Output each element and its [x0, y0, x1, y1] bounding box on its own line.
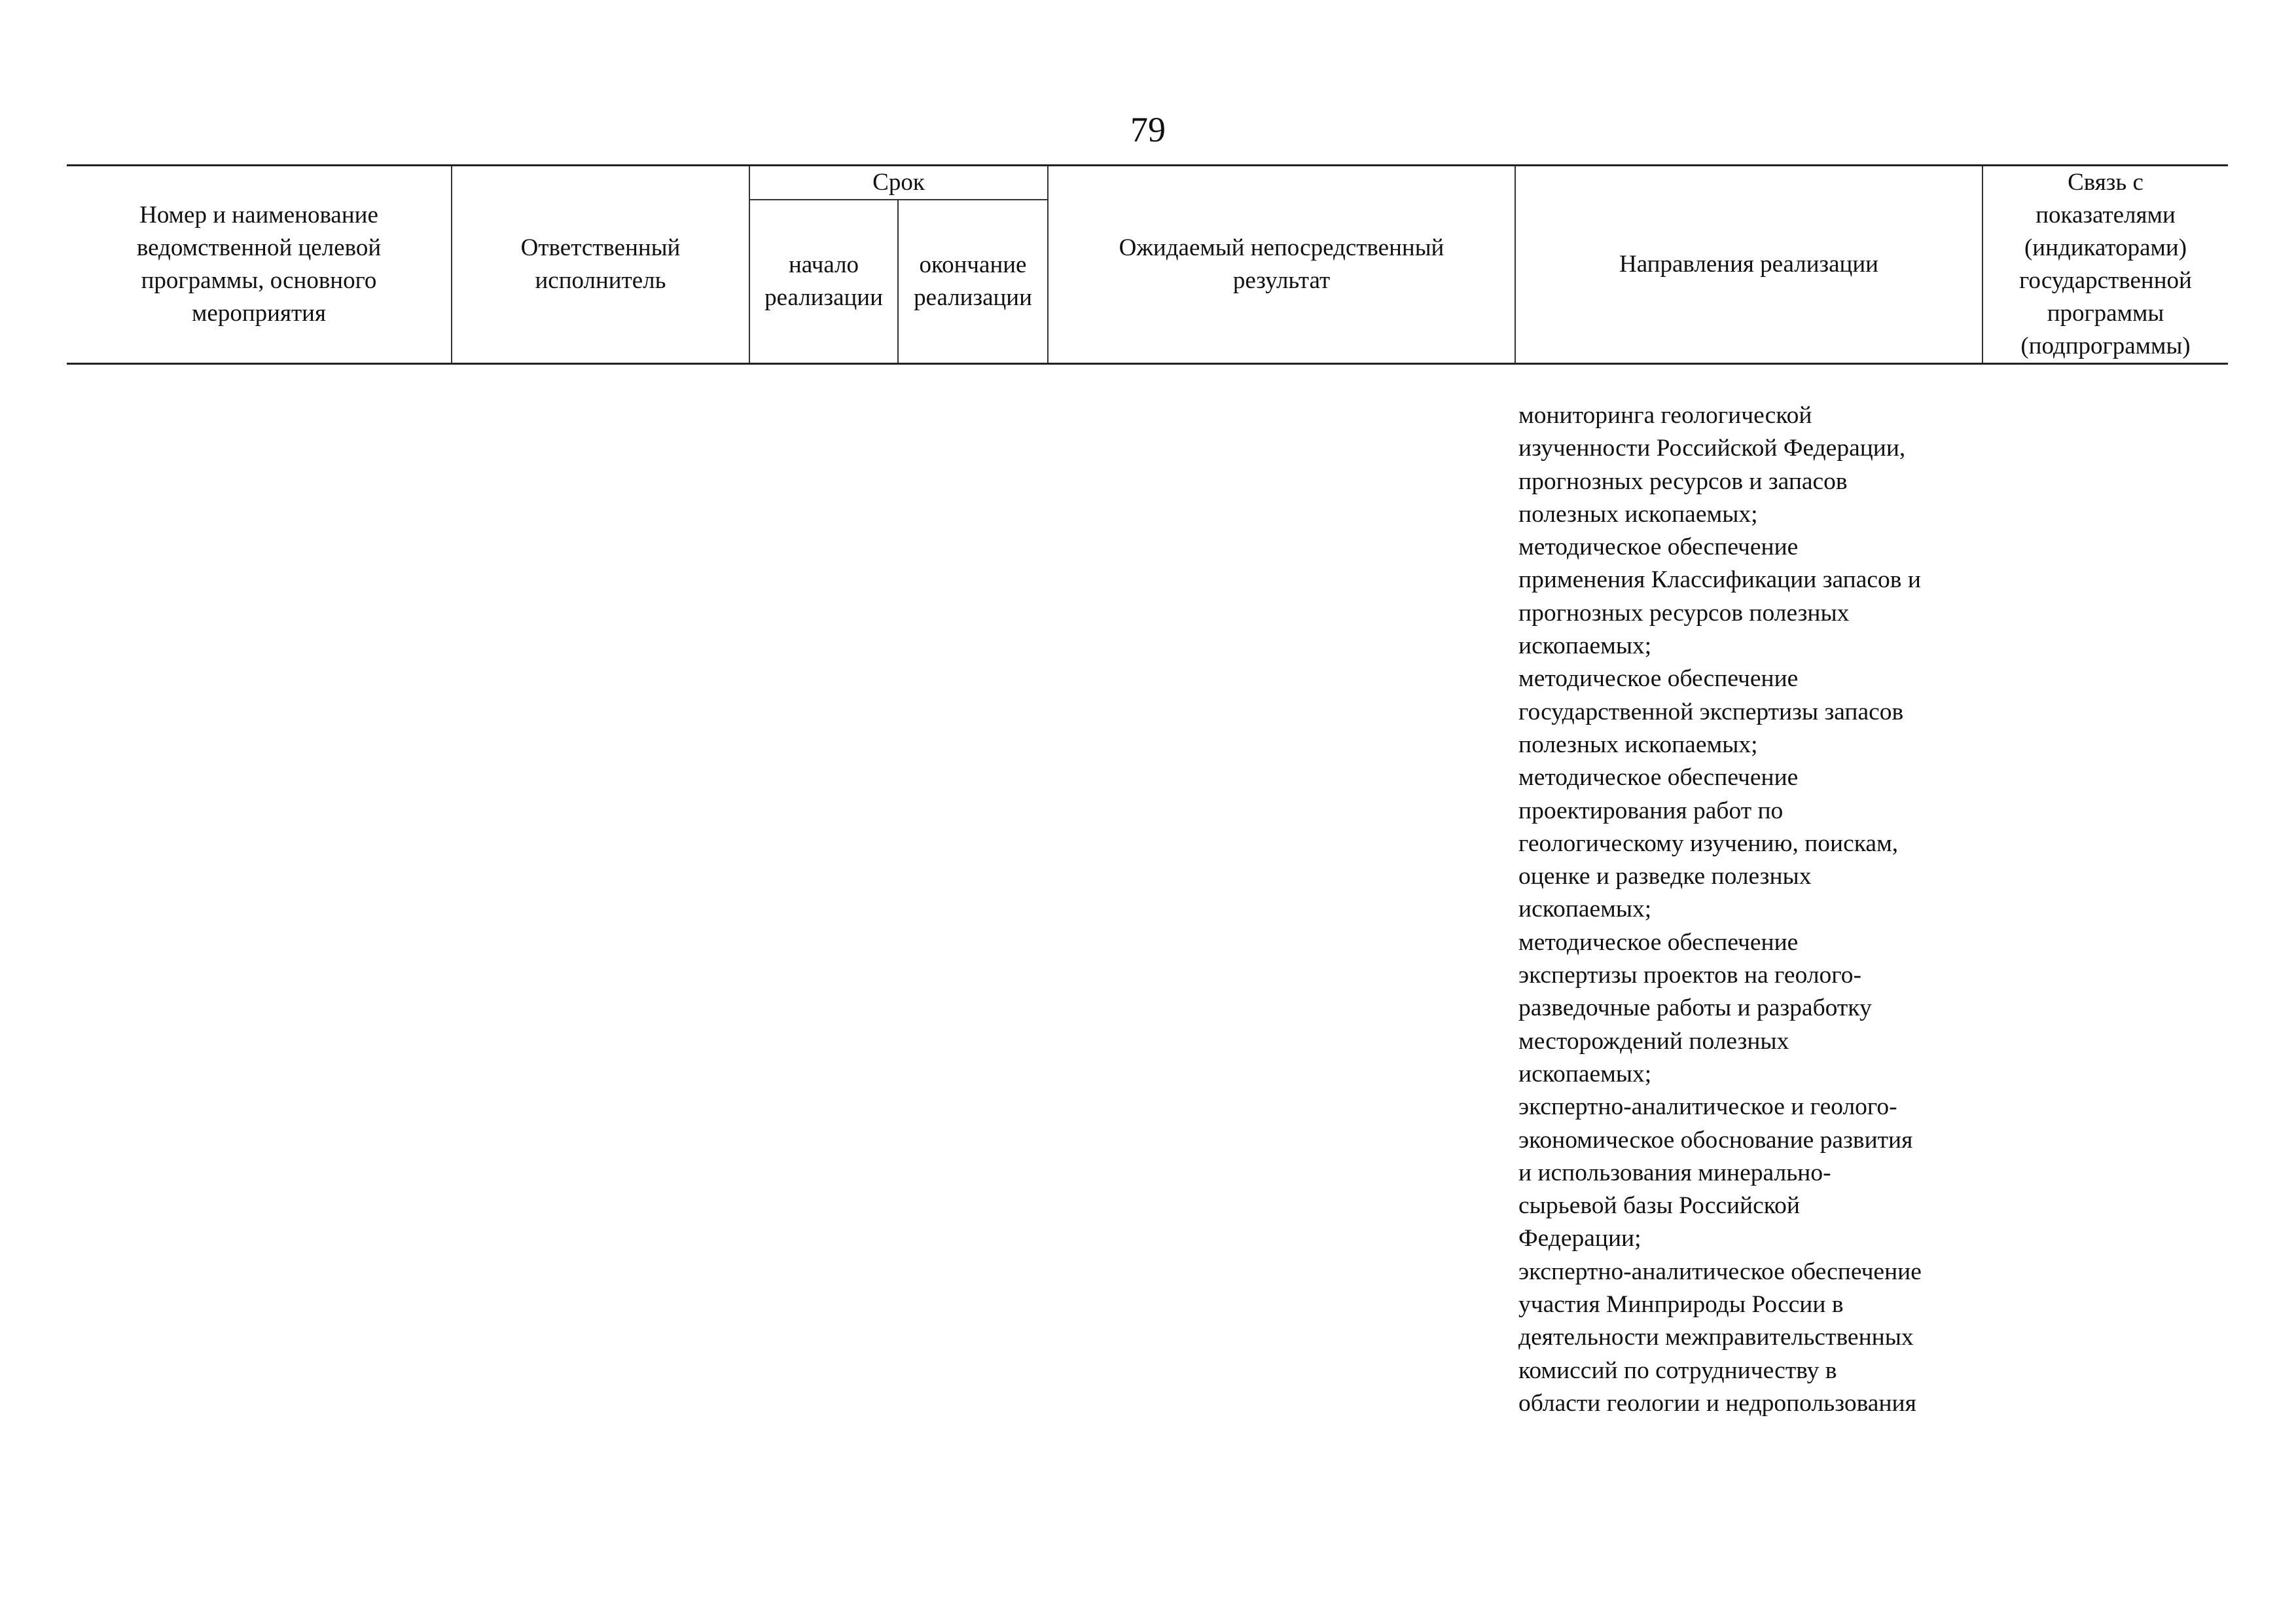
header-responsible-executor: [452, 166, 749, 364]
header-line: государственной: [2019, 267, 2192, 294]
directions-line: оценке и разведке полезных: [1518, 863, 1812, 890]
header-line: (подпрограммы): [2020, 333, 2191, 359]
directions-text: [1518, 399, 1990, 1420]
directions-line: участия Минприроды России в: [1518, 1291, 1844, 1319]
header-line: мероприятия: [192, 300, 326, 327]
header-expected-result: [1048, 166, 1515, 364]
header-end: [898, 200, 1048, 364]
directions-line: ископаемых;: [1518, 1060, 1652, 1087]
directions-line: разведочные работы и разработку: [1518, 994, 1872, 1022]
directions-line: применения Классификации запасов и: [1518, 566, 1921, 594]
directions-line: экспертно-аналитическое обеспечение: [1518, 1258, 1922, 1285]
page-number: 79: [1130, 110, 1166, 149]
header-start: [749, 200, 898, 364]
header-line: окончание: [919, 251, 1027, 278]
directions-line: ископаемых;: [1518, 632, 1652, 660]
directions-line: изученности Российской Федерации,: [1518, 435, 1906, 462]
directions-line: экспертно-аналитическое и геолого-: [1518, 1093, 1897, 1121]
directions-line: полезных ископаемых;: [1518, 500, 1758, 528]
directions-line: государственной экспертизы запасов: [1518, 698, 1904, 725]
header-line: начало: [788, 251, 859, 278]
header-line: Номер и наименование: [139, 202, 378, 228]
header-line: программы: [2047, 300, 2164, 327]
header-indicators-link: [1982, 166, 2228, 364]
directions-line: и использования минерально-: [1518, 1159, 1831, 1186]
header-line: (индикаторами): [2024, 234, 2187, 261]
directions-line: комиссий по сотрудничеству в: [1518, 1357, 1837, 1384]
header-line: программы, основного: [141, 267, 377, 294]
directions-line: методическое обеспечение: [1518, 665, 1799, 693]
table-header: [67, 164, 2228, 365]
header-line: Ожидаемый непосредственный: [1119, 234, 1444, 261]
header-line: реализации: [914, 284, 1032, 311]
header-term: [749, 166, 1048, 200]
header-line: Связь с: [2068, 169, 2144, 196]
directions-line: проектирования работ по: [1518, 797, 1784, 824]
directions-line: прогнозных ресурсов полезных: [1518, 599, 1850, 627]
directions-line: области геологии и недропользования: [1518, 1389, 1916, 1417]
directions-line: месторождений полезных: [1518, 1027, 1789, 1055]
header-program-name: [67, 166, 452, 364]
header-line: Направления реализации: [1619, 251, 1878, 278]
directions-line: методическое обеспечение: [1518, 928, 1799, 956]
header-line: результат: [1232, 267, 1331, 294]
directions-line: сырьевой базы Российской: [1518, 1192, 1800, 1220]
directions-line: методическое обеспечение: [1518, 534, 1799, 561]
directions-line: прогнозных ресурсов и запасов: [1518, 467, 1848, 495]
directions-line: геологическому изучению, поискам,: [1518, 830, 1899, 857]
directions-line: ископаемых;: [1518, 896, 1652, 923]
directions-line: методическое обеспечение: [1518, 764, 1799, 792]
header-line: реализации: [764, 284, 883, 311]
header-line: исполнитель: [535, 267, 666, 294]
directions-line: экспертизы проектов на геолого-: [1518, 962, 1861, 989]
header-directions: [1515, 166, 1982, 364]
header-line: ведомственной целевой: [136, 234, 382, 261]
header-line: Срок: [872, 169, 925, 196]
directions-line: Федерации;: [1518, 1225, 1641, 1252]
header-line: Ответственный: [520, 234, 681, 261]
directions-line: мониторинга геологической: [1518, 402, 1812, 429]
directions-line: деятельности межправительственных: [1518, 1324, 1914, 1351]
directions-line: экономическое обоснование развития: [1518, 1126, 1913, 1154]
directions-line: полезных ископаемых;: [1518, 731, 1758, 758]
header-line: показателями: [2036, 202, 2176, 228]
